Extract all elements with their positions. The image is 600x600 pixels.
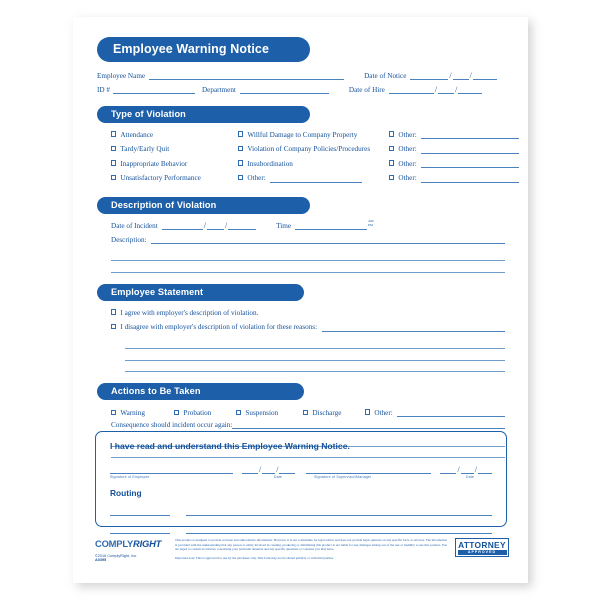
description-label: Description: xyxy=(111,235,147,244)
actions-options-row xyxy=(111,408,505,417)
other-violation-input-4[interactable] xyxy=(270,174,362,183)
checkbox-label: Other: xyxy=(398,145,417,153)
checkbox-icon[interactable] xyxy=(389,160,394,165)
checkbox-label: Probation xyxy=(183,409,212,417)
checkbox-item-other-5[interactable] xyxy=(389,174,519,183)
routing-row-1 xyxy=(110,507,492,516)
description-input-line-3[interactable] xyxy=(111,261,505,273)
date-employee-day[interactable] xyxy=(262,465,275,474)
signature-employee-label: Signature of Employee xyxy=(110,475,150,479)
disagree-reason-line-2[interactable] xyxy=(125,338,505,350)
date-employee-label: Date xyxy=(273,475,283,479)
id-number-input[interactable] xyxy=(113,85,195,94)
checkbox-item-willful-damage[interactable] xyxy=(238,130,389,139)
date-hire-slash-2: / xyxy=(455,85,458,94)
pm-label: PM xyxy=(368,223,373,228)
checkbox-item-attendance[interactable] xyxy=(111,130,238,139)
checkbox-label: Other: xyxy=(398,159,417,168)
badge-approved-label: APPROVED xyxy=(458,550,507,555)
checkbox-label: Other: xyxy=(247,174,266,182)
checkbox-item-tardy-early-quit[interactable] xyxy=(111,145,238,154)
description-input-line-1[interactable] xyxy=(151,235,505,244)
incident-slash-2: / xyxy=(224,220,228,230)
complyright-logo xyxy=(95,538,167,562)
checkbox-label: Attendance xyxy=(120,130,154,139)
checkbox-label: Discharge xyxy=(312,409,342,417)
checkbox-icon[interactable] xyxy=(111,175,116,180)
incident-date-time-row xyxy=(111,221,505,230)
checkbox-icon[interactable] xyxy=(389,131,394,136)
date-of-notice-label: Date of Notice xyxy=(364,72,407,80)
id-number-label: ID # xyxy=(97,86,110,94)
checkbox-item-discharge[interactable] xyxy=(303,409,365,417)
checkbox-item-other-3[interactable] xyxy=(389,159,519,168)
date-supervisor-day[interactable] xyxy=(461,465,474,474)
type-of-violation-options xyxy=(97,130,505,183)
description-extra-lines xyxy=(111,250,505,273)
am-label: AM xyxy=(368,219,374,224)
footer xyxy=(95,538,509,562)
description-first-row xyxy=(111,235,505,244)
checkbox-item-other-action[interactable] xyxy=(365,408,505,417)
date-of-hire-year[interactable] xyxy=(458,85,482,94)
logo-text-comply: COMPLY xyxy=(95,538,134,549)
other-violation-input-5[interactable] xyxy=(421,174,519,183)
routing-name-input-1[interactable] xyxy=(110,507,170,516)
date-of-notice-year[interactable] xyxy=(473,71,497,80)
form-content xyxy=(97,37,505,458)
checkbox-label: Warning xyxy=(120,409,145,417)
routing-heading: Routing xyxy=(110,488,142,498)
id-department-row xyxy=(97,85,505,94)
employee-name-input[interactable] xyxy=(149,71,344,80)
acknowledgement-heading: I have read and understand this Employee Warning Notice. xyxy=(110,441,350,451)
disagree-reason-line-1[interactable] xyxy=(322,323,505,332)
signature-row xyxy=(110,465,492,474)
checkbox-label: Willful Damage to Company Property xyxy=(247,130,358,139)
checkbox-icon[interactable] xyxy=(238,131,243,136)
checkbox-icon[interactable] xyxy=(111,410,116,415)
other-violation-input-1[interactable] xyxy=(421,130,519,139)
date-supervisor-month[interactable] xyxy=(440,465,456,474)
routing-row-2 xyxy=(110,525,492,534)
time-input[interactable] xyxy=(295,221,367,230)
date-of-incident-month[interactable] xyxy=(162,221,203,230)
department-input[interactable] xyxy=(240,85,329,94)
checkbox-label: Other: xyxy=(374,408,393,417)
checkbox-item-other-4[interactable] xyxy=(238,174,389,183)
time-label: Time xyxy=(276,221,292,230)
checkbox-icon[interactable] xyxy=(111,131,116,136)
checkbox-icon[interactable] xyxy=(238,160,243,165)
checkbox-label: Suspension xyxy=(245,409,279,417)
checkbox-item-policy-violation[interactable] xyxy=(238,145,389,154)
checkbox-label: I agree with employer's description of violation. xyxy=(120,308,259,317)
date-notice-slash-2: / xyxy=(469,71,472,80)
routing-detail-input-1[interactable] xyxy=(186,507,492,516)
checkbox-item-disagree[interactable] xyxy=(111,323,505,332)
checkbox-icon[interactable] xyxy=(111,309,116,314)
checkbox-icon[interactable] xyxy=(389,146,394,151)
sig-emp-slash-2: / xyxy=(276,465,279,474)
sig-emp-slash-1: / xyxy=(259,465,262,474)
checkbox-icon[interactable] xyxy=(236,410,241,415)
date-hire-slash-1: / xyxy=(434,85,438,94)
checkbox-label: Tardy/Early Quit xyxy=(120,145,170,153)
checkbox-item-unsatisfactory-performance[interactable] xyxy=(111,174,238,183)
date-notice-slash-1: / xyxy=(449,71,452,80)
checkbox-icon[interactable] xyxy=(389,175,394,180)
date-of-notice-month[interactable] xyxy=(410,71,448,80)
badge-attorney-label: ATTORNEY xyxy=(458,539,506,550)
date-of-incident-label: Date of Incident xyxy=(111,221,158,230)
logo-text-right: RIGHT xyxy=(133,538,162,549)
date-supervisor-year[interactable] xyxy=(478,465,492,474)
section-title-actions-to-be-taken: Actions to Be Taken xyxy=(97,383,304,400)
employee-name-label: Employee Name xyxy=(97,72,146,80)
am-pm-indicator[interactable] xyxy=(368,220,373,228)
date-employee-year[interactable] xyxy=(279,465,295,474)
legal-disclaimer-text: This product is designed to provide accurate and authoritative information. However, it is not a substitute for legal advice and does not provide legal opinions on any specific facts or services. The information is provided with the understanding that any person or entity involved in creating, producing or distributing this product is not liable for any damages arising out of the use or inability to use this product. You are urged to consult an attorney concerning your particular situation and any specific questions or concerns you may have. xyxy=(175,538,447,552)
other-violation-input-3[interactable] xyxy=(421,159,519,168)
checkbox-label: Other: xyxy=(398,130,417,139)
checkbox-label: I disagree with employer's description of violation for these reasons: xyxy=(120,323,318,331)
checkbox-label: Insubordination xyxy=(247,159,293,168)
signature-supervisor-input[interactable] xyxy=(306,465,431,474)
checkbox-item-agree[interactable] xyxy=(111,309,505,317)
date-of-notice-day[interactable] xyxy=(453,71,469,80)
header-fields xyxy=(97,71,505,94)
copyright-text: ©2016 ComplyRight, Inc. xyxy=(95,554,138,558)
disagree-reason-line-4[interactable] xyxy=(125,361,505,373)
section-title-description-of-violation: Description of Violation xyxy=(97,197,310,214)
checkbox-label: Violation of Company Policies/Procedures xyxy=(247,145,371,153)
checkbox-label: Inappropriate Behavior xyxy=(120,159,188,168)
routing-name-input-2[interactable] xyxy=(110,525,170,534)
date-of-hire-day[interactable] xyxy=(438,85,454,94)
signature-supervisor-label: Signature of Supervisor/Manager xyxy=(314,475,372,479)
form-sheet xyxy=(73,17,528,583)
section-title-employee-statement: Employee Statement xyxy=(97,284,304,301)
signature-caption-row xyxy=(110,475,492,479)
checkbox-icon[interactable] xyxy=(174,410,179,415)
page-title: Employee Warning Notice xyxy=(97,37,310,62)
consequence-label: Consequence should incident occur again: xyxy=(111,421,233,429)
checkbox-icon[interactable] xyxy=(365,409,370,414)
legal-disclaimer xyxy=(167,538,455,560)
checkbox-item-probation[interactable] xyxy=(174,409,236,417)
checkbox-icon[interactable] xyxy=(111,146,116,151)
acknowledgement-box xyxy=(95,431,507,527)
checkbox-label: Other: xyxy=(398,174,417,182)
routing-detail-input-2[interactable] xyxy=(186,525,492,534)
description-input-line-2[interactable] xyxy=(111,250,505,262)
date-of-incident-year[interactable] xyxy=(228,221,256,230)
date-employee-month[interactable] xyxy=(242,465,258,474)
signature-employee-input[interactable] xyxy=(110,465,233,474)
sig-sup-slash-1: / xyxy=(457,465,460,474)
checkbox-item-other-1[interactable] xyxy=(389,130,519,139)
checkbox-item-warning[interactable] xyxy=(111,409,174,417)
consequence-input-line-1[interactable] xyxy=(232,420,505,429)
checkbox-item-other-2[interactable] xyxy=(389,145,519,154)
consequence-row xyxy=(111,420,505,429)
incident-slash-1: / xyxy=(203,220,206,230)
checkbox-label: Unsatisfactory Performance xyxy=(120,174,201,182)
checkbox-icon[interactable] xyxy=(238,175,243,180)
checkbox-item-inappropriate-behavior[interactable] xyxy=(111,159,238,168)
date-of-incident-day[interactable] xyxy=(207,221,224,230)
complyright-wordmark xyxy=(95,538,167,549)
product-code: A0395 xyxy=(95,558,107,562)
checkbox-item-insubordination[interactable] xyxy=(238,159,389,168)
disagree-reason-lines xyxy=(111,338,505,373)
checkbox-icon[interactable] xyxy=(303,410,308,415)
date-of-hire-label: Date of Hire xyxy=(348,86,385,94)
date-of-hire-month[interactable] xyxy=(389,85,434,94)
section-title-type-of-violation: Type of Violation xyxy=(97,106,310,123)
other-action-input[interactable] xyxy=(397,408,505,417)
employee-name-row xyxy=(97,71,505,80)
attorney-approved-badge xyxy=(455,538,509,557)
checkbox-item-suspension[interactable] xyxy=(236,409,303,417)
department-label: Department xyxy=(201,86,236,94)
other-violation-input-2[interactable] xyxy=(421,145,519,154)
checkbox-icon[interactable] xyxy=(111,324,116,329)
disagree-reason-line-3[interactable] xyxy=(125,349,505,361)
checkbox-icon[interactable] xyxy=(111,160,116,165)
sig-sup-slash-2: / xyxy=(474,465,477,474)
checkbox-icon[interactable] xyxy=(238,146,243,151)
date-supervisor-label: Date xyxy=(465,475,475,479)
important-note-text: Important note: This is approved for use by the purchaser only. This form may not be shared publicly or with third parties. xyxy=(175,555,334,560)
